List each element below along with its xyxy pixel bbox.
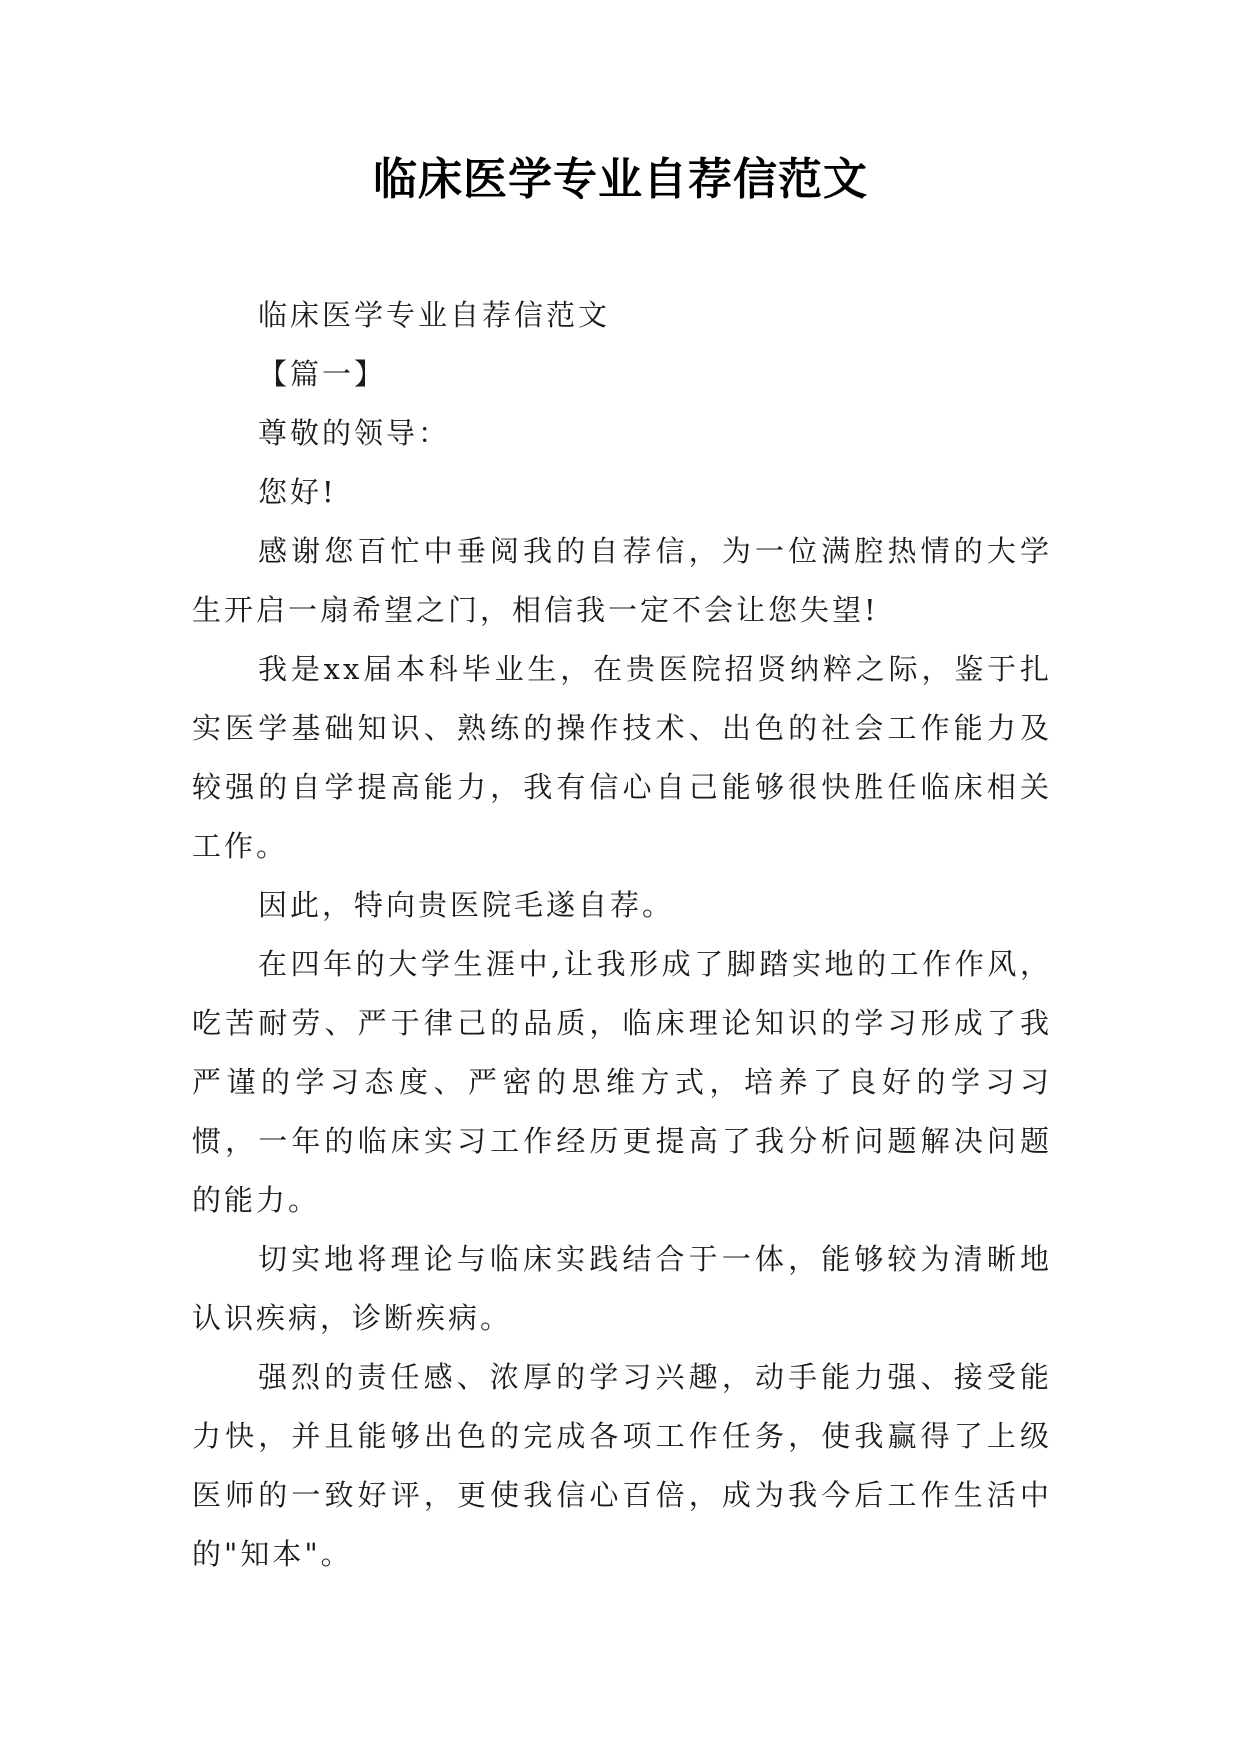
paragraph-body: 切实地将理论与临床实践结合于一体，能够较为清晰地认识疾病，诊断疾病。 — [192, 1242, 1052, 1335]
document-title: 临床医学专业自荐信范文 — [373, 154, 868, 205]
paragraph-salutation: 尊敬的领导： — [258, 416, 451, 450]
document-body — [192, 286, 1052, 1584]
paragraph-body: 我是xx届本科毕业生，在贵医院招贤纳粹之际，鉴于扎实医学基础知识、熟练的操作技术、出色的社会工作能力及较强的自学提高能力，我有信心自己能够很快胜任临床相关工作。 — [192, 652, 1052, 863]
paragraph-greeting: 您好! — [258, 475, 337, 509]
paragraph-body: 强烈的责任感、浓厚的学习兴趣，动手能力强、接受能力快，并且能够出色的完成各项工作任务，使我赢得了上级医师的一致好评，更使我信心百倍，成为我今后工作生活中的"知本"。 — [192, 1360, 1052, 1571]
paragraph-body: 感谢您百忙中垂阅我的自荐信，为一位满腔热情的大学生开启一扇希望之门，相信我一定不会让您失望! — [192, 534, 1052, 627]
paragraph-body: 因此，特向贵医院毛遂自荐。 — [258, 888, 675, 922]
paragraph-section-label: 【篇一】 — [258, 357, 387, 391]
paragraph-subtitle: 临床医学专业自荐信范文 — [258, 298, 611, 332]
paragraph-body: 在四年的大学生涯中,让我形成了脚踏实地的工作作风，吃苦耐劳、严于律己的品质，临床理论知识的学习形成了我严谨的学习态度、严密的思维方式，培养了良好的学习习惯，一年的临床实习工作经历更提高了我分析问题解决问题的能力。 — [192, 947, 1052, 1217]
